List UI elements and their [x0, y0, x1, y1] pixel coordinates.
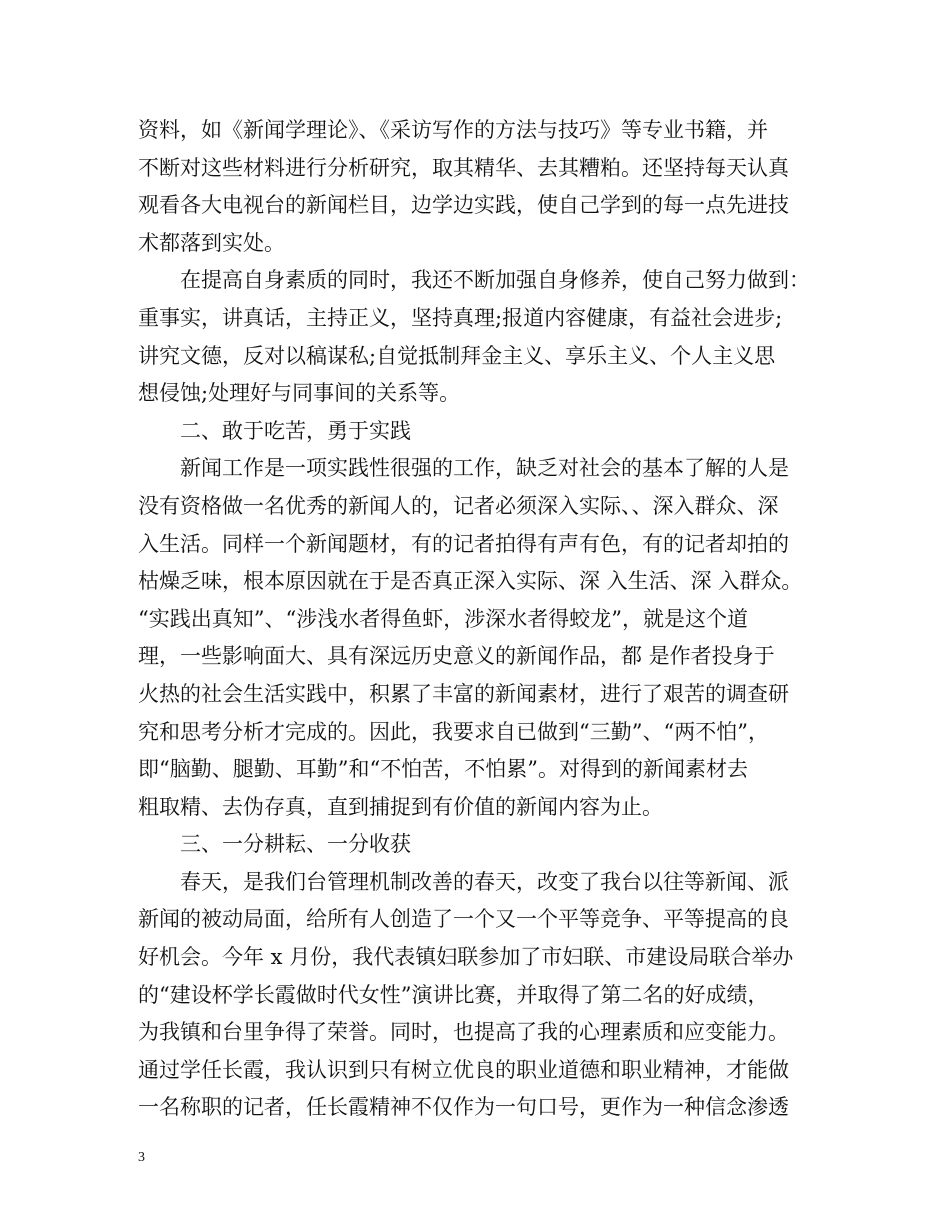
text-line: 为我镇和台里争得了荣誉。同时，也提高了我的心理素质和应变能力。	[138, 1020, 789, 1045]
text-line: 粗取精、去伪存真，直到捕捉到有价值的新闻内容为止。	[138, 794, 663, 819]
text-line: 想侵蚀;处理好与同事间的关系等。	[138, 381, 461, 406]
text-line: 春天，是我们台管理机制改善的春天，改变了我台以往等新闻、派	[180, 869, 789, 894]
text-line: 三、一分耕耘、一分收获	[180, 832, 411, 857]
document-body	[138, 112, 818, 1127]
text-line: 观看各大电视台的新闻栏目，边学边实践，使自己学到的每一点先进技	[138, 193, 789, 218]
text-line: 二、敢于吃苦，勇于实践	[180, 418, 411, 443]
text-line: 没有资格做一名优秀的新闻人的，记者必须深入实际、、深入群众、深	[138, 493, 779, 518]
text-line: 枯燥乏味，根本原因就在于是否真正深入实际、深 入生活、深 入群众。	[138, 569, 803, 594]
text-line: “实践出真知”、“涉浅水者得鱼虾，涉深水者得蛟龙”，就是这个道	[138, 606, 748, 631]
text-line: 理，一些影响面大、具有深远历史意义的新闻作品，都 是作者投身于	[138, 644, 775, 669]
text-line: 重事实，讲真话，主持正义，坚持真理;报道内容健康，有益社会进步;	[138, 305, 783, 330]
text-line: 一名称职的记者，任长霞精神不仅作为一句口号，更作为一种信念渗透	[138, 1095, 789, 1120]
text-line: 入生活。同样一个新闻题材，有的记者拍得有声有色，有的记者却拍的	[138, 531, 789, 556]
text-line: 不断对这些材料进行分析研究，取其精华、去其糟粕。还坚持每天认真	[138, 155, 789, 180]
text-line: 火热的社会生活实践中，积累了丰富的新闻素材，进行了艰苦的调查研	[138, 681, 789, 706]
text-line: 资料，如《新闻学理论》、《采访写作的方法与技巧》等专业书籍，并	[138, 118, 768, 142]
text-line: 通过学任长霞，我认识到只有树立优良的职业道德和职业精神，才能做	[138, 1057, 789, 1082]
text-line: 新闻的被动局面，给所有人创造了一个又一个平等竞争、平等提高的良	[138, 907, 789, 932]
text-line: 即“脑勤、腿勤、耳勤”和“不怕苦，不怕累”。对得到的新闻素材去	[138, 757, 748, 782]
page-number: 3	[138, 1150, 145, 1165]
text-line: 好机会。今年 x 月份，我代表镇妇联参加了市妇联、市建设局联合举办	[138, 945, 794, 970]
text-line: 在提高自身素质的同时，我还不断加强自身修养，使自己努力做到：	[180, 268, 810, 293]
text-line: 新闻工作是一项实践性很强的工作，缺乏对社会的基本了解的人是	[180, 456, 789, 481]
text-line: 术都落到实处。	[138, 230, 285, 255]
text-line: 的“建设杯学长霞做时代女性”演讲比赛，并取得了第二名的好成绩，	[138, 982, 769, 1007]
text-line: 讲究文德，反对以稿谋私;自觉抵制拜金主义、享乐主义、个人主义思	[138, 343, 776, 368]
text-line: 究和思考分析才完成的。因此，我要求自已做到“三勤”、“两不怕”，	[138, 719, 769, 744]
